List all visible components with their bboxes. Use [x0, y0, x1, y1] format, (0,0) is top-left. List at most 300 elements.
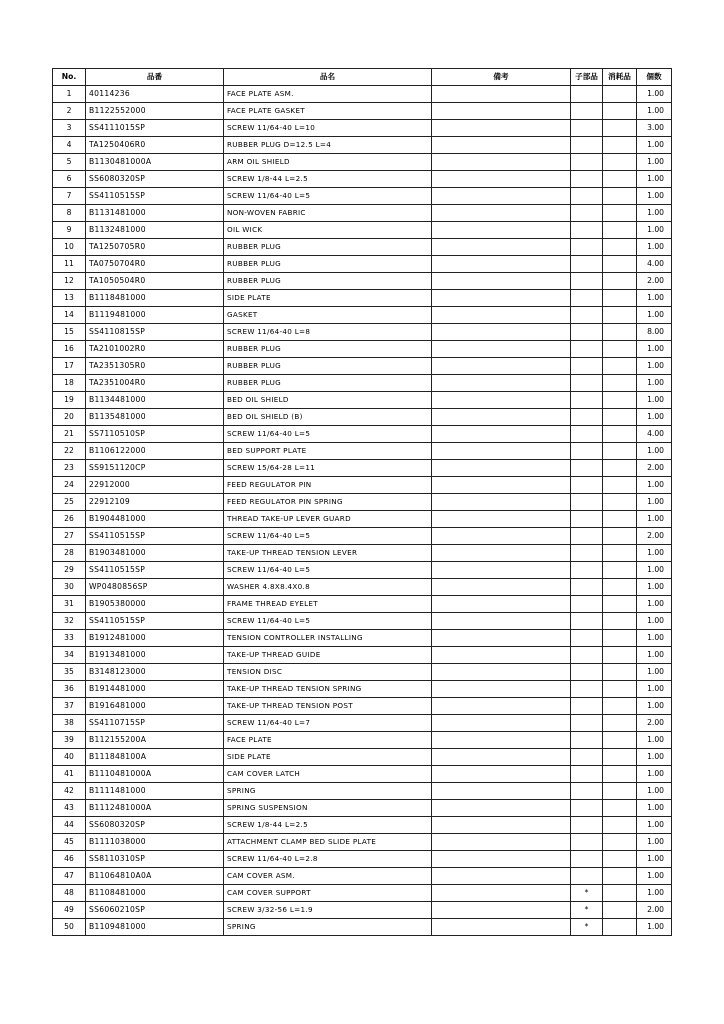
sub-part-mark: [571, 511, 603, 528]
row-number: 25: [53, 494, 86, 511]
quantity: 1.00: [637, 851, 672, 868]
sub-part-mark: [571, 749, 603, 766]
note: [432, 902, 571, 919]
table-row: [53, 579, 672, 596]
part-code: TA2101002R0: [86, 341, 224, 358]
sub-part-mark: [571, 409, 603, 426]
sub-part-mark: [571, 443, 603, 460]
consumable-mark: [603, 868, 637, 885]
row-number: 19: [53, 392, 86, 409]
sub-part-mark: [571, 664, 603, 681]
consumable-mark: [603, 341, 637, 358]
consumable-mark: [603, 851, 637, 868]
table-row: [53, 358, 672, 375]
sub-part-mark: [571, 103, 603, 120]
part-name: SCREW 11/64-40 L=5: [224, 562, 432, 579]
row-number: 1: [53, 86, 86, 103]
quantity: 1.00: [637, 885, 672, 902]
quantity: 1.00: [637, 103, 672, 120]
sub-part-mark: [571, 358, 603, 375]
quantity: 1.00: [637, 477, 672, 494]
header-part-name: 品名: [224, 69, 432, 86]
note: [432, 749, 571, 766]
part-code: B1912481000: [86, 630, 224, 647]
sub-part-mark: [571, 86, 603, 103]
quantity: 1.00: [637, 664, 672, 681]
row-number: 30: [53, 579, 86, 596]
part-name: SIDE PLATE: [224, 290, 432, 307]
part-code: B1118481000: [86, 290, 224, 307]
note: [432, 885, 571, 902]
row-number: 28: [53, 545, 86, 562]
table-row: [53, 732, 672, 749]
consumable-mark: [603, 256, 637, 273]
table-row: [53, 307, 672, 324]
sub-part-mark: [571, 137, 603, 154]
row-number: 5: [53, 154, 86, 171]
part-name: SCREW 11/64-40 L=8: [224, 324, 432, 341]
note: [432, 426, 571, 443]
consumable-mark: [603, 426, 637, 443]
consumable-mark: [603, 783, 637, 800]
table-row: [53, 222, 672, 239]
note: [432, 86, 571, 103]
sub-part-mark: [571, 477, 603, 494]
note: [432, 698, 571, 715]
part-code: B1119481000: [86, 307, 224, 324]
table-row: [53, 426, 672, 443]
sub-part-mark: [571, 834, 603, 851]
quantity: 1.00: [637, 205, 672, 222]
part-name: GASKET: [224, 307, 432, 324]
part-name: SCREW 3/32-56 L=1.9: [224, 902, 432, 919]
note: [432, 222, 571, 239]
table-row: [53, 86, 672, 103]
table-row: [53, 324, 672, 341]
table-row: [53, 171, 672, 188]
note: [432, 137, 571, 154]
part-name: FACE PLATE ASM.: [224, 86, 432, 103]
note: [432, 205, 571, 222]
part-code: WP0480856SP: [86, 579, 224, 596]
sub-part-mark: [571, 596, 603, 613]
table-row: [53, 715, 672, 732]
consumable-mark: [603, 477, 637, 494]
quantity: 1.00: [637, 443, 672, 460]
consumable-mark: [603, 154, 637, 171]
sub-part-mark: [571, 205, 603, 222]
part-code: SS6080320SP: [86, 171, 224, 188]
sub-part-mark: [571, 222, 603, 239]
consumable-mark: [603, 86, 637, 103]
part-code: TA1250406R0: [86, 137, 224, 154]
part-code: TA2351305R0: [86, 358, 224, 375]
part-code: B3148123000: [86, 664, 224, 681]
table-header: [53, 69, 672, 86]
row-number: 38: [53, 715, 86, 732]
row-number: 36: [53, 681, 86, 698]
note: [432, 783, 571, 800]
part-code: B111848100A: [86, 749, 224, 766]
quantity: 2.00: [637, 273, 672, 290]
part-code: SS6060210SP: [86, 902, 224, 919]
table-row: [53, 137, 672, 154]
note: [432, 358, 571, 375]
part-name: SCREW 15/64-28 L=11: [224, 460, 432, 477]
table-row: [53, 749, 672, 766]
note: [432, 375, 571, 392]
row-number: 8: [53, 205, 86, 222]
note: [432, 171, 571, 188]
note: [432, 851, 571, 868]
sub-part-mark: [571, 290, 603, 307]
row-number: 33: [53, 630, 86, 647]
part-name: SPRING: [224, 919, 432, 936]
row-number: 45: [53, 834, 86, 851]
part-code: B1109481000: [86, 919, 224, 936]
sub-part-mark: [571, 120, 603, 137]
quantity: 1.00: [637, 766, 672, 783]
table-row: [53, 154, 672, 171]
part-name: RUBBER PLUG: [224, 358, 432, 375]
consumable-mark: [603, 664, 637, 681]
sub-part-mark: [571, 698, 603, 715]
note: [432, 868, 571, 885]
part-name: TAKE-UP THREAD TENSION SPRING: [224, 681, 432, 698]
part-name: OIL WICK: [224, 222, 432, 239]
row-number: 39: [53, 732, 86, 749]
table-row: [53, 188, 672, 205]
table-row: [53, 290, 672, 307]
consumable-mark: [603, 698, 637, 715]
consumable-mark: [603, 239, 637, 256]
row-number: 10: [53, 239, 86, 256]
part-name: SIDE PLATE: [224, 749, 432, 766]
table-row: [53, 273, 672, 290]
note: [432, 341, 571, 358]
part-name: CAM COVER SUPPORT: [224, 885, 432, 902]
part-code: B1135481000: [86, 409, 224, 426]
part-name: RUBBER PLUG: [224, 273, 432, 290]
part-name: RUBBER PLUG: [224, 341, 432, 358]
part-code: TA1050504R0: [86, 273, 224, 290]
table-row: [53, 460, 672, 477]
sub-part-mark: [571, 154, 603, 171]
row-number: 46: [53, 851, 86, 868]
sub-part-mark: [571, 426, 603, 443]
table-row: [53, 902, 672, 919]
quantity: 2.00: [637, 902, 672, 919]
part-name: FACE PLATE: [224, 732, 432, 749]
sub-part-mark: [571, 817, 603, 834]
table-row: [53, 375, 672, 392]
consumable-mark: [603, 681, 637, 698]
row-number: 41: [53, 766, 86, 783]
consumable-mark: [603, 766, 637, 783]
header-quantity: 個数: [637, 69, 672, 86]
table-row: [53, 647, 672, 664]
quantity: 1.00: [637, 290, 672, 307]
table-row: [53, 443, 672, 460]
part-code: B1111038000: [86, 834, 224, 851]
table-row: [53, 239, 672, 256]
note: [432, 579, 571, 596]
note: [432, 613, 571, 630]
consumable-mark: [603, 630, 637, 647]
header-consumable: 消耗品: [603, 69, 637, 86]
note: [432, 681, 571, 698]
part-name: FEED REGULATOR PIN: [224, 477, 432, 494]
sub-part-mark: [571, 188, 603, 205]
row-number: 9: [53, 222, 86, 239]
sub-part-mark: [571, 273, 603, 290]
sub-part-mark: [571, 579, 603, 596]
part-code: 22912000: [86, 477, 224, 494]
note: [432, 307, 571, 324]
table-row: [53, 783, 672, 800]
note: [432, 256, 571, 273]
quantity: 1.00: [637, 868, 672, 885]
part-name: ATTACHMENT CLAMP BED SLIDE PLATE: [224, 834, 432, 851]
quantity: 1.00: [637, 511, 672, 528]
header-note: 備考: [432, 69, 571, 86]
note: [432, 460, 571, 477]
part-code: B1112481000A: [86, 800, 224, 817]
row-number: 6: [53, 171, 86, 188]
quantity: 1.00: [637, 409, 672, 426]
quantity: 1.00: [637, 137, 672, 154]
sub-part-mark: [571, 715, 603, 732]
part-name: ARM OIL SHIELD: [224, 154, 432, 171]
part-name: SCREW 11/64-40 L=10: [224, 120, 432, 137]
part-name: SCREW 11/64-40 L=7: [224, 715, 432, 732]
quantity: 1.00: [637, 579, 672, 596]
sub-part-mark: *: [571, 902, 603, 919]
sub-part-mark: [571, 375, 603, 392]
quantity: 2.00: [637, 528, 672, 545]
row-number: 3: [53, 120, 86, 137]
row-number: 21: [53, 426, 86, 443]
table-row: [53, 834, 672, 851]
part-name: SCREW 11/64-40 L=2.8: [224, 851, 432, 868]
consumable-mark: [603, 120, 637, 137]
part-code: B1130481000A: [86, 154, 224, 171]
row-number: 17: [53, 358, 86, 375]
consumable-mark: [603, 596, 637, 613]
row-number: 12: [53, 273, 86, 290]
quantity: 4.00: [637, 256, 672, 273]
quantity: 1.00: [637, 341, 672, 358]
quantity: 1.00: [637, 647, 672, 664]
note: [432, 545, 571, 562]
sub-part-mark: [571, 766, 603, 783]
note: [432, 715, 571, 732]
sub-part-mark: [571, 783, 603, 800]
consumable-mark: [603, 103, 637, 120]
sub-part-mark: [571, 851, 603, 868]
note: [432, 732, 571, 749]
table-row: [53, 256, 672, 273]
part-code: SS6080320SP: [86, 817, 224, 834]
quantity: 1.00: [637, 358, 672, 375]
consumable-mark: [603, 579, 637, 596]
part-code: SS9151120CP: [86, 460, 224, 477]
sub-part-mark: [571, 647, 603, 664]
consumable-mark: [603, 375, 637, 392]
quantity: 1.00: [637, 817, 672, 834]
table-row: [53, 817, 672, 834]
header-part-code: 品番: [86, 69, 224, 86]
part-code: TA0750704R0: [86, 256, 224, 273]
sub-part-mark: [571, 868, 603, 885]
quantity: 3.00: [637, 120, 672, 137]
consumable-mark: [603, 324, 637, 341]
part-code: SS4110515SP: [86, 562, 224, 579]
part-name: FACE PLATE GASKET: [224, 103, 432, 120]
part-code: SS8110310SP: [86, 851, 224, 868]
row-number: 16: [53, 341, 86, 358]
note: [432, 494, 571, 511]
row-number: 44: [53, 817, 86, 834]
note: [432, 120, 571, 137]
quantity: 1.00: [637, 188, 672, 205]
part-code: B112155200A: [86, 732, 224, 749]
sub-part-mark: [571, 800, 603, 817]
table-row: [53, 868, 672, 885]
note: [432, 511, 571, 528]
part-code: B1905380000: [86, 596, 224, 613]
table-row: [53, 766, 672, 783]
quantity: 1.00: [637, 749, 672, 766]
table-row: [53, 511, 672, 528]
part-name: THREAD TAKE-UP LEVER GUARD: [224, 511, 432, 528]
quantity: 1.00: [637, 239, 672, 256]
row-number: 34: [53, 647, 86, 664]
table-row: [53, 477, 672, 494]
row-number: 49: [53, 902, 86, 919]
row-number: 29: [53, 562, 86, 579]
note: [432, 103, 571, 120]
part-name: SCREW 11/64-40 L=5: [224, 528, 432, 545]
row-number: 4: [53, 137, 86, 154]
quantity: 1.00: [637, 171, 672, 188]
quantity: 1.00: [637, 222, 672, 239]
part-code: B1110481000A: [86, 766, 224, 783]
note: [432, 817, 571, 834]
part-code: SS4111015SP: [86, 120, 224, 137]
quantity: 1.00: [637, 86, 672, 103]
consumable-mark: [603, 562, 637, 579]
note: [432, 409, 571, 426]
sub-part-mark: [571, 562, 603, 579]
note: [432, 290, 571, 307]
consumable-mark: [603, 409, 637, 426]
note: [432, 392, 571, 409]
table-row: [53, 800, 672, 817]
part-code: B11064810A0A: [86, 868, 224, 885]
row-number: 24: [53, 477, 86, 494]
row-number: 14: [53, 307, 86, 324]
quantity: 1.00: [637, 732, 672, 749]
note: [432, 239, 571, 256]
part-name: BED SUPPORT PLATE: [224, 443, 432, 460]
note: [432, 766, 571, 783]
note: [432, 647, 571, 664]
note: [432, 273, 571, 290]
note: [432, 443, 571, 460]
part-name: RUBBER PLUG: [224, 375, 432, 392]
part-name: BED OIL SHIELD (B): [224, 409, 432, 426]
quantity: 1.00: [637, 307, 672, 324]
table-row: [53, 392, 672, 409]
part-code: B1108481000: [86, 885, 224, 902]
consumable-mark: [603, 137, 637, 154]
sub-part-mark: [571, 307, 603, 324]
part-name: TAKE-UP THREAD TENSION LEVER: [224, 545, 432, 562]
consumable-mark: [603, 800, 637, 817]
table-row: [53, 409, 672, 426]
part-code: SS4110515SP: [86, 528, 224, 545]
part-code: SS4110515SP: [86, 188, 224, 205]
table-row: [53, 613, 672, 630]
quantity: 8.00: [637, 324, 672, 341]
consumable-mark: [603, 732, 637, 749]
table-row: [53, 596, 672, 613]
row-number: 20: [53, 409, 86, 426]
consumable-mark: [603, 885, 637, 902]
table-row: [53, 494, 672, 511]
part-code: TA1250705R0: [86, 239, 224, 256]
note: [432, 834, 571, 851]
table-row: [53, 885, 672, 902]
part-name: RUBBER PLUG D=12.5 L=4: [224, 137, 432, 154]
row-number: 15: [53, 324, 86, 341]
table-row: [53, 630, 672, 647]
sub-part-mark: [571, 613, 603, 630]
row-number: 50: [53, 919, 86, 936]
consumable-mark: [603, 715, 637, 732]
sub-part-mark: *: [571, 919, 603, 936]
quantity: 2.00: [637, 715, 672, 732]
table-row: [53, 698, 672, 715]
sub-part-mark: [571, 324, 603, 341]
quantity: 1.00: [637, 613, 672, 630]
sub-part-mark: [571, 392, 603, 409]
part-code: B1904481000: [86, 511, 224, 528]
sub-part-mark: [571, 545, 603, 562]
table-row: [53, 851, 672, 868]
consumable-mark: [603, 171, 637, 188]
part-code: 22912109: [86, 494, 224, 511]
row-number: 27: [53, 528, 86, 545]
note: [432, 919, 571, 936]
part-code: B1131481000: [86, 205, 224, 222]
part-name: NON-WOVEN FABRIC: [224, 205, 432, 222]
sub-part-mark: [571, 256, 603, 273]
row-number: 11: [53, 256, 86, 273]
row-number: 42: [53, 783, 86, 800]
quantity: 1.00: [637, 596, 672, 613]
row-number: 32: [53, 613, 86, 630]
consumable-mark: [603, 205, 637, 222]
part-code: B1111481000: [86, 783, 224, 800]
row-number: 23: [53, 460, 86, 477]
consumable-mark: [603, 545, 637, 562]
quantity: 1.00: [637, 630, 672, 647]
part-code: B1903481000: [86, 545, 224, 562]
row-number: 35: [53, 664, 86, 681]
sub-part-mark: [571, 171, 603, 188]
